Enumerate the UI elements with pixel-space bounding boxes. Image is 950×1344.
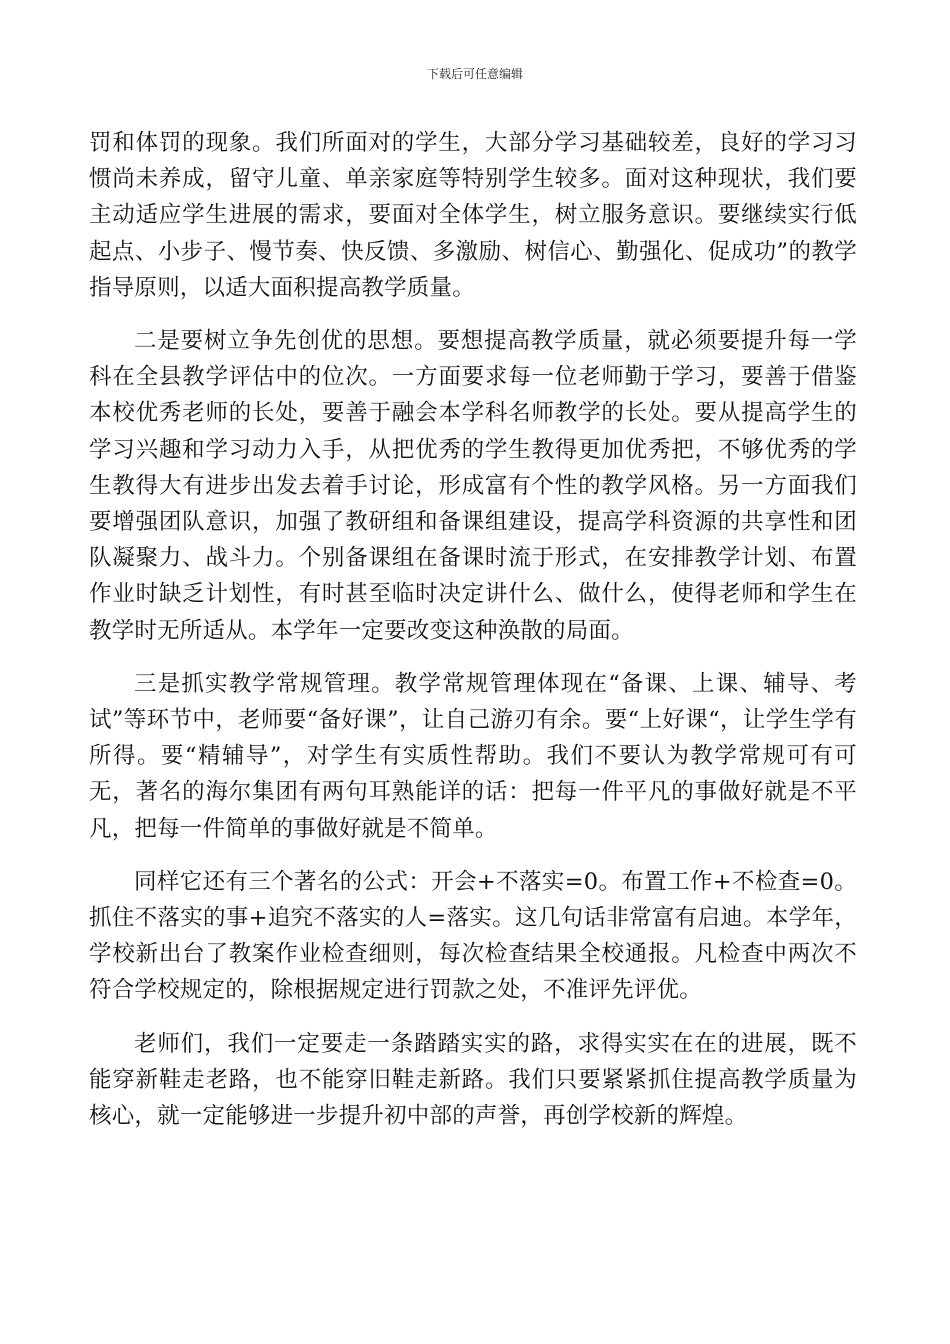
- page-header-note: 下载后可任意编辑: [426, 67, 523, 81]
- paragraph-teaching-routine: 三是抓实教学常规管理。教学常规管理体现在“备课、上课、辅导、考试”等环节中，老师要“备好课”，让自己游刃有余。要“上好课“，让学生学有所得。要“精辅导”，对学生有实质性帮助。我们不要认为教学常规可有可无，著名的海尔集团有两句耳熟能详的话：把每一件平凡的事做好就是不平凡，把每一件简单的事做好就是不简单。: [89, 670, 857, 842]
- paragraph-formulas: 同样它还有三个著名的公式：开会+不落实=0。布置工作+不检查=0。抓住不落实的事+追究不落实的人=落实。这几句话非常富有启迪。本学年，学校新出台了教案作业检查细则，每次检查结果全校通报。凡检查中两次不符合学校规定的，除根据规定进行罚款之处，不准评先评优。: [89, 868, 857, 1004]
- document-body: [89, 125, 857, 1134]
- paragraph-continuation: 罚和体罚的现象。我们所面对的学生，大部分学习基础较差，良好的学习习惯尚未养成，留守儿童、单亲家庭等特别学生较多。面对这种现状，我们要主动适应学生进展的需求，要面对全体学生，树立服务意识。要继续实行低起点、小步子、慢节奏、快反馈、多激励、树信心、勤强化、促成功”的教学指导原则，以适大面积提高教学质量。: [89, 130, 857, 301]
- paragraph-conclusion: 老师们，我们一定要走一条踏踏实实的路，求得实实在在的进展，既不能穿新鞋走老路，也不能穿旧鞋走新路。我们只要紧紧抓住提高教学质量为核心，就一定能够进一步提升初中部的声誉，再创学校新的辉煌。: [89, 1030, 857, 1130]
- paragraph-competition-mindset: 二是要树立争先创优的思想。要想提高教学质量，就必须要提升每一学科在全县教学评估中的位次。一方面要求每一位老师勤于学习，要善于借鉴本校优秀老师的长处，要善于融会本学科名师教学的长处。要从提高学生的学习兴趣和学习动力入手，从把优秀的学生教得更加优秀把，不够优秀的学生教得大有进步出发去着手讨论，形成富有个性的教学风格。另一方面我们要增强团队意识，加强了教研组和备课组建设，提高学科资源的共享性和团队凝聚力、战斗力。个别备课组在备课时流于形式，在安排教学计划、布置作业时缺乏计划性，有时甚至临时决定讲什么、做什么，使得老师和学生在教学时无所适从。本学年一定要改变这种涣散的局面。: [89, 328, 857, 644]
